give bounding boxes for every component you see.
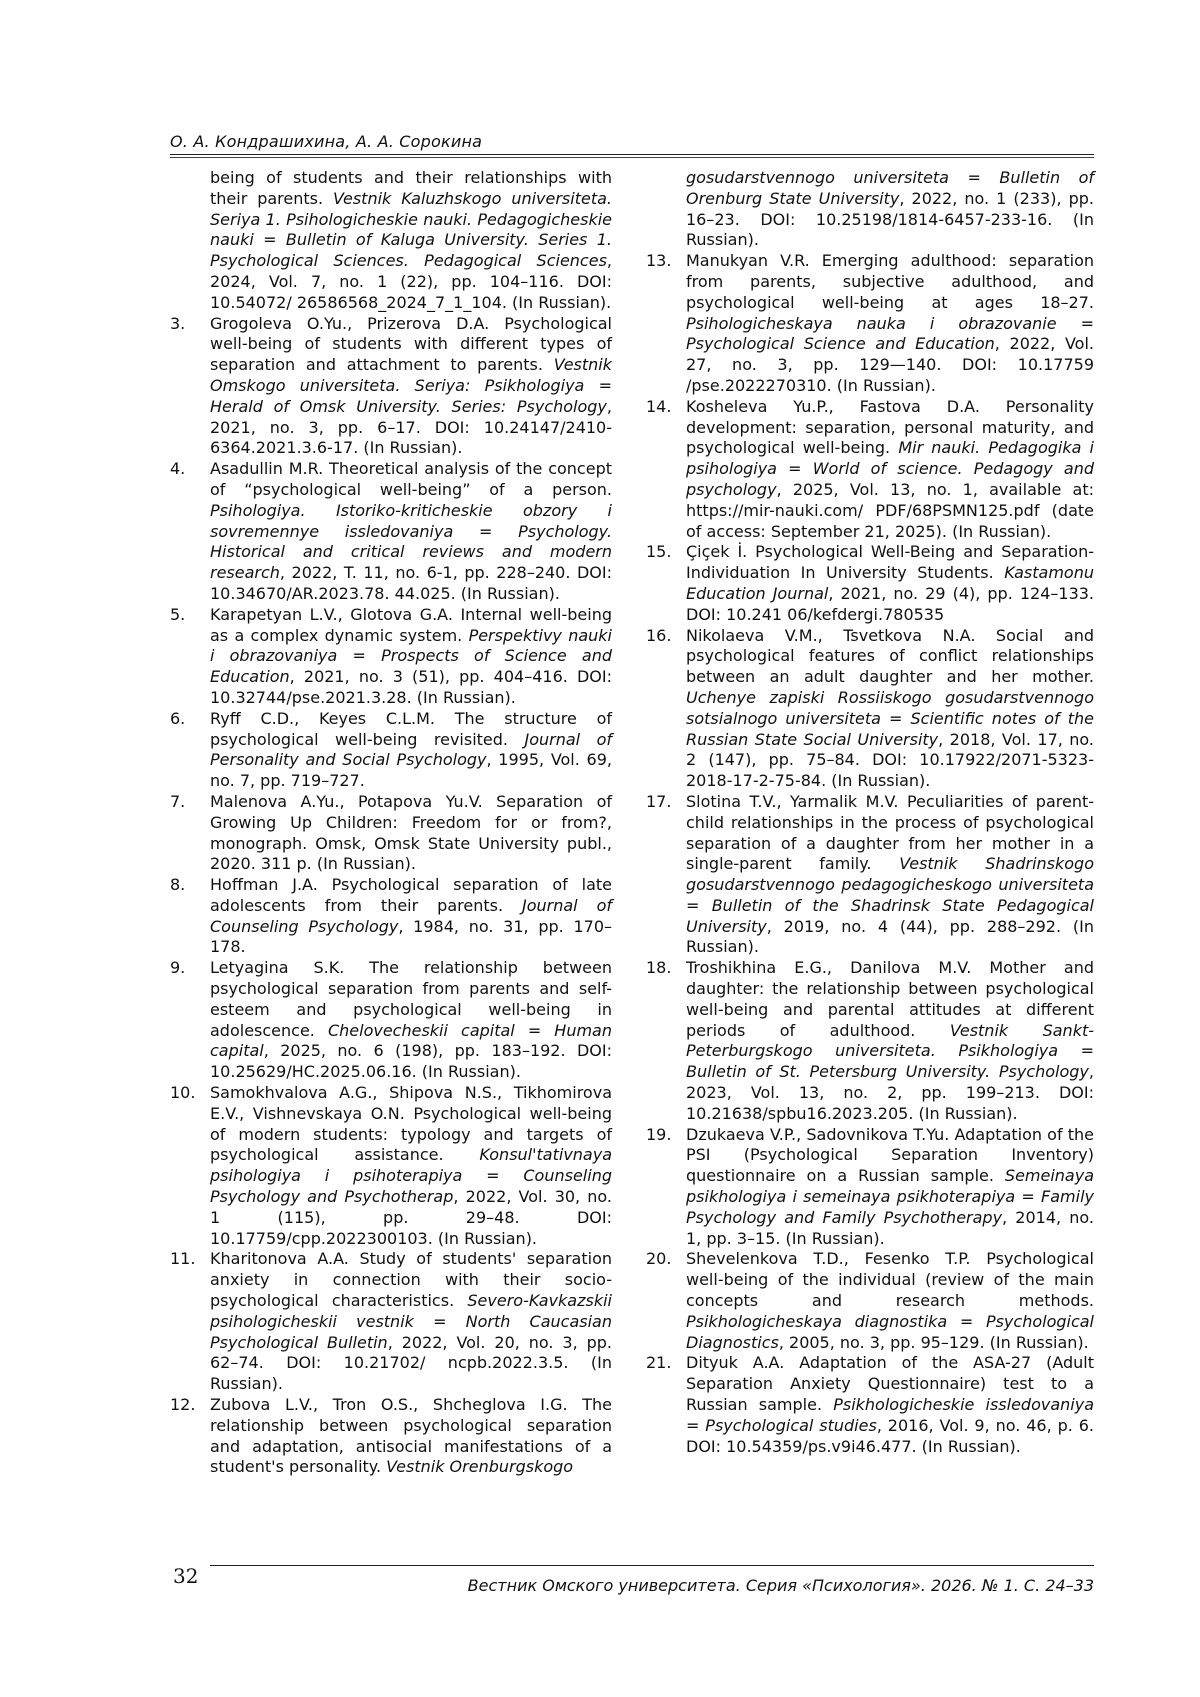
reference-column-left bbox=[170, 168, 612, 1478]
running-head: О. А. Кондрашихина, А. А. Сорокина bbox=[170, 132, 483, 151]
reference-item bbox=[646, 792, 1094, 958]
reference-item bbox=[646, 542, 1094, 625]
reference-source: Kastamonu Education Journal bbox=[686, 563, 1094, 603]
reference-authors-title: Grogoleva O.Yu., Prizerova D.A. Psychological well-being of students with different types of separation and attachment to parents. bbox=[210, 313, 612, 375]
reference-authors-title: Karapetyan L.V., Glotova G.A. Internal well-being as a complex dynamic system. bbox=[210, 604, 612, 645]
reference-list-right bbox=[646, 251, 1094, 1457]
reference-number: 10. bbox=[170, 1083, 196, 1103]
reference-authors-title: Dityuk A.A. Adaptation of the ASA-27 (Adult Separation Anxiety Questionnaire) test to a Russian sample. bbox=[686, 1353, 1094, 1415]
reference-authors-title: Nikolaeva V.M., Tsvetkova N.A. Social and psychological features of conflict relationships between an adult daughter and her mother. bbox=[686, 625, 1094, 687]
reference-details: , 2021, no. 29 (4), pp. 124–133. DOI: 10.241 06/kefdergi.780535 bbox=[686, 583, 1095, 624]
reference-source: Semeinaya psikhologiya i semeinaya psikhoterapiya = Family Psychology and Family Psychotherapy bbox=[686, 1166, 1094, 1227]
reference-number: 14. bbox=[646, 396, 672, 416]
reference-item bbox=[646, 1353, 1094, 1457]
reference-source: Vestnik Omskogo universiteta. Seriya: Psikhologiya = Herald of Omsk University. Series: Psychology bbox=[210, 355, 612, 416]
continuation-tail: , 2022, no. 1 (233), pp. 16–23. DOI: 10.25198/1814-6457-233-16. (In Russian). bbox=[686, 188, 1094, 250]
reference-item bbox=[170, 1249, 612, 1395]
continuation-text: being of students and their relationships with their parents. bbox=[210, 168, 612, 208]
reference-number: 15. bbox=[646, 542, 672, 562]
reference-number: 11. bbox=[170, 1249, 196, 1269]
reference-item bbox=[170, 1395, 612, 1478]
reference-number: 16. bbox=[646, 625, 672, 645]
reference-number: 12. bbox=[170, 1395, 196, 1415]
reference-source: Psihologicheskaya nauka i obrazovanie = Psychological Science and Education bbox=[686, 313, 1094, 354]
reference-details: , 2019, no. 4 (44), pp. 288–292. (In Russian). bbox=[686, 916, 1094, 957]
reference-column-right bbox=[646, 168, 1094, 1457]
reference-authors-title: Ryff C.D., Keyes C.L.M. The structure of psychological well-being revisited. bbox=[210, 708, 612, 749]
reference-details: , 2005, no. 3, pp. 95–129. (In Russian). bbox=[778, 1332, 1089, 1352]
reference-item bbox=[646, 1249, 1094, 1353]
reference-source: Konsul'tativnaya psihologiya i psihoterapiya = Counseling Psychology and Psychotherap bbox=[210, 1145, 612, 1207]
reference-item bbox=[646, 958, 1094, 1124]
reference-details: , 2022, T. 11, no. 6-1, pp. 228–240. DOI: 10.34670/AR.2023.78. 44.025. (In Russian). bbox=[210, 563, 612, 603]
reference-number: 19. bbox=[646, 1124, 672, 1144]
reference-number: 13. bbox=[646, 251, 672, 271]
reference-source: Vestnik Shadrinskogo gosudarstvennogo pedagogicheskogo universiteta = Bulletin of the Shadrinsk State Pedagogical University bbox=[686, 854, 1095, 936]
reference-item bbox=[170, 605, 612, 709]
reference-number: 4. bbox=[170, 459, 186, 479]
reference-continuation bbox=[170, 168, 612, 314]
reference-number: 3. bbox=[170, 313, 186, 333]
reference-details: , 2021, no. 3, pp. 6–17. DOI: 10.24147/2410-6364.2021.3.6-17. (In Russian). bbox=[210, 396, 612, 458]
reference-item bbox=[170, 314, 612, 460]
reference-source: Journal of Personality and Social Psychology bbox=[210, 729, 613, 770]
reference-authors-title: Shevelenkova T.D., Fesenko T.P. Psychological well-being of the individual (review of the main concepts and research methods. bbox=[686, 1249, 1094, 1311]
reference-item bbox=[170, 1083, 612, 1249]
reference-authors-title: Zubova L.V., Tron O.S., Shcheglova I.G. The relationship between psychological separation and adaptation, antisocial manifestations of a student's personality. bbox=[210, 1395, 612, 1477]
reference-number: 6. bbox=[170, 708, 186, 728]
reference-details: , 2023, Vol. 13, no. 2, pp. 199–213. DOI: 10.21638/spbu16.2023.205. (In Russian). bbox=[686, 1062, 1094, 1123]
reference-details: , 2021, no. 3 (51), pp. 404–416. DOI: 10.32744/pse.2021.3.28. (In Russian). bbox=[210, 667, 612, 707]
reference-source: Psikhologicheskaya diagnostika = Psychological Diagnostics bbox=[686, 1311, 1094, 1352]
reference-details: , 2018, Vol. 17, no. 2 (147), pp. 75–84. DOI: 10.17922/2071-5323-2018-17-2-75-84. (In Russian). bbox=[686, 729, 1095, 791]
reference-number: 18. bbox=[646, 958, 672, 978]
reference-number: 9. bbox=[170, 958, 186, 978]
reference-item bbox=[646, 626, 1094, 792]
reference-authors-title: Manukyan V.R. Emerging adulthood: separation from parents, subjective adulthood, and psychological well-being at ages 18–27. bbox=[686, 251, 1094, 312]
reference-item bbox=[646, 1125, 1094, 1250]
reference-details: , 2022, Vol. 20, no. 3, pp. 62–74. DOI: 10.21702/ ncpb.2022.3.5. (In Russian). bbox=[210, 1332, 612, 1394]
reference-source: Journal of Counseling Psychology bbox=[210, 895, 612, 936]
reference-authors-title: Kosheleva Yu.P., Fastova D.A. Personality development: separation, personal maturity, and psychological well-being. bbox=[686, 396, 1094, 458]
reference-number: 7. bbox=[170, 791, 186, 811]
reference-source: Psikhologicheskie issledovaniya = Psychological studies bbox=[686, 1395, 1095, 1435]
reference-authors-title: Malenova A.Yu., Potapova Yu.V. Separation of Growing Up Children: Freedom for or from?, monograph. Omsk, Omsk State University publ., 2020. 311 p. (In Russian). bbox=[210, 791, 612, 874]
reference-source: Mir nauki. Pedagogika i psihologiya = World of science. Pedagogy and psychology bbox=[686, 438, 1095, 499]
reference-item bbox=[170, 459, 612, 605]
reference-list-left bbox=[170, 314, 612, 1479]
continuation-source: Vestnik Kaluzhskogo universiteta. Seriya 1. Psihologicheskie nauki. Pedagogicheskie nauki = Bulletin of Kaluga University. Series 1. Psychological Sciences. Pedagogical Sciences bbox=[210, 188, 612, 271]
reference-item bbox=[170, 709, 612, 792]
reference-details: , 2022, Vol. 30, no. 1 (115), pp. 29–48. DOI: 10.17759/cpp.2022300103. (In Russian). bbox=[210, 1187, 613, 1248]
reference-number: 5. bbox=[170, 604, 186, 624]
reference-item bbox=[170, 958, 612, 1083]
reference-authors-title: Slotina T.V., Yarmalik M.V. Peculiarities of parent-child relationships in the process of psychological separation of a daughter from her mother in a single-parent family. bbox=[686, 791, 1094, 874]
reference-authors-title: Asadullin M.R. Theoretical analysis of the concept of “psychological well-being” of a person. bbox=[210, 459, 612, 499]
continuation-tail: , 2024, Vol. 7, no. 1 (22), pp. 104–116. DOI: 10.54072/ 26586568_2024_7_1_104. (In Russian). bbox=[210, 251, 612, 312]
header-rule-thin bbox=[170, 157, 1094, 158]
reference-authors-title: Troshikhina E.G., Danilova M.V. Mother and daughter: the relationship between psychological well-being and parental attitudes at different periods of adulthood. bbox=[686, 958, 1094, 1040]
reference-source: Perspektivy nauki i obrazovaniya = Prospects of Science and Education bbox=[210, 625, 612, 687]
reference-number: 21. bbox=[646, 1353, 672, 1373]
reference-authors-title: Samokhvalova A.G., Shipova N.S., Tikhomirova E.V., Vishnevskaya O.N. Psychological well-being of modern students: typology and targets of psychological assistance. bbox=[210, 1083, 612, 1165]
reference-authors-title: Hoffman J.A. Psychological separation of late adolescents from their parents. bbox=[210, 875, 612, 915]
footer-rule bbox=[210, 1565, 1094, 1566]
reference-continuation bbox=[646, 168, 1094, 251]
reference-details: , 2022, Vol. 27, no. 3, pp. 129—140. DOI: 10.17759 /pse.2022270310. (In Russian). bbox=[686, 334, 1094, 395]
reference-source: Chelovecheskii capital = Human capital bbox=[210, 1020, 613, 1061]
page-number: 32 bbox=[173, 1564, 199, 1588]
reference-authors-title: Kharitonova A.A. Study of students' separation anxiety in connection with their socio-psychological characteristics. bbox=[210, 1249, 612, 1311]
reference-item bbox=[170, 792, 612, 875]
journal-footer: Вестник Омского университета. Серия «Психология». 2026. № 1. С. 24–33 bbox=[467, 1576, 1094, 1595]
reference-source: Vestnik Orenburgskogo bbox=[386, 1457, 574, 1477]
reference-details: , 2016, Vol. 9, no. 46, p. 6. DOI: 10.54359/ps.v9i46.477. (In Russian). bbox=[686, 1415, 1095, 1456]
reference-authors-title: Dzukaeva V.P., Sadovnikova T.Yu. Adaptation of the PSI (Psychological Separation Inventory) questionnaire on a Russian sample. bbox=[686, 1124, 1094, 1186]
reference-details: , 2014, no. 1, pp. 3–15. (In Russian). bbox=[686, 1207, 1095, 1248]
reference-item bbox=[646, 251, 1094, 397]
reference-source: Vestnik Sankt-Peterburgskogo universiteta. Psikhologiya = Bulletin of St. Petersburg University. Psychology bbox=[686, 1020, 1095, 1082]
reference-authors-title: Çiçek İ. Psychological Well-Being and Separation-Individuation In University Students. bbox=[686, 542, 1094, 583]
reference-details: , 2025, no. 6 (198), pp. 183–192. DOI: 10.25629/HC.2025.06.16. (In Russian). bbox=[210, 1041, 612, 1082]
header-rule bbox=[170, 154, 1094, 155]
reference-item bbox=[646, 397, 1094, 543]
continuation-source: gosudarstvennogo universiteta = Bulletin of Orenburg State University bbox=[686, 168, 1094, 208]
reference-authors-title: Letyagina S.K. The relationship between psychological separation from parents and self-esteem and psychological well-being in adolescence. bbox=[210, 958, 612, 1040]
reference-details: , 1995, Vol. 69, no. 7, pp. 719–727. bbox=[210, 750, 613, 791]
reference-details: , 1984, no. 31, pp. 170–178. bbox=[210, 916, 613, 957]
reference-number: 17. bbox=[646, 791, 672, 811]
reference-source: Psihologiya. Istoriko-kriticheskie obzory i sovremennye issledovaniya = Psychology. Historical and critical reviews and modern research bbox=[210, 500, 612, 583]
reference-source: Severo-Kavkazskii psihologicheskii vestnik = North Caucasian Psychological Bulletin bbox=[210, 1291, 612, 1352]
reference-number: 8. bbox=[170, 875, 186, 895]
reference-number: 20. bbox=[646, 1249, 672, 1269]
reference-item bbox=[170, 875, 612, 958]
reference-source: Uchenye zapiski Rossiiskogo gosudarstvennogo sotsialnogo universiteta = Scientific notes of the Russian State Social University bbox=[686, 687, 1094, 749]
reference-details: , 2025, Vol. 13, no. 1, available at: https://mir-nauki.com/ PDF/68PSMN125.pdf (date of access: September 21, 2025). (In Russian). bbox=[686, 479, 1094, 541]
